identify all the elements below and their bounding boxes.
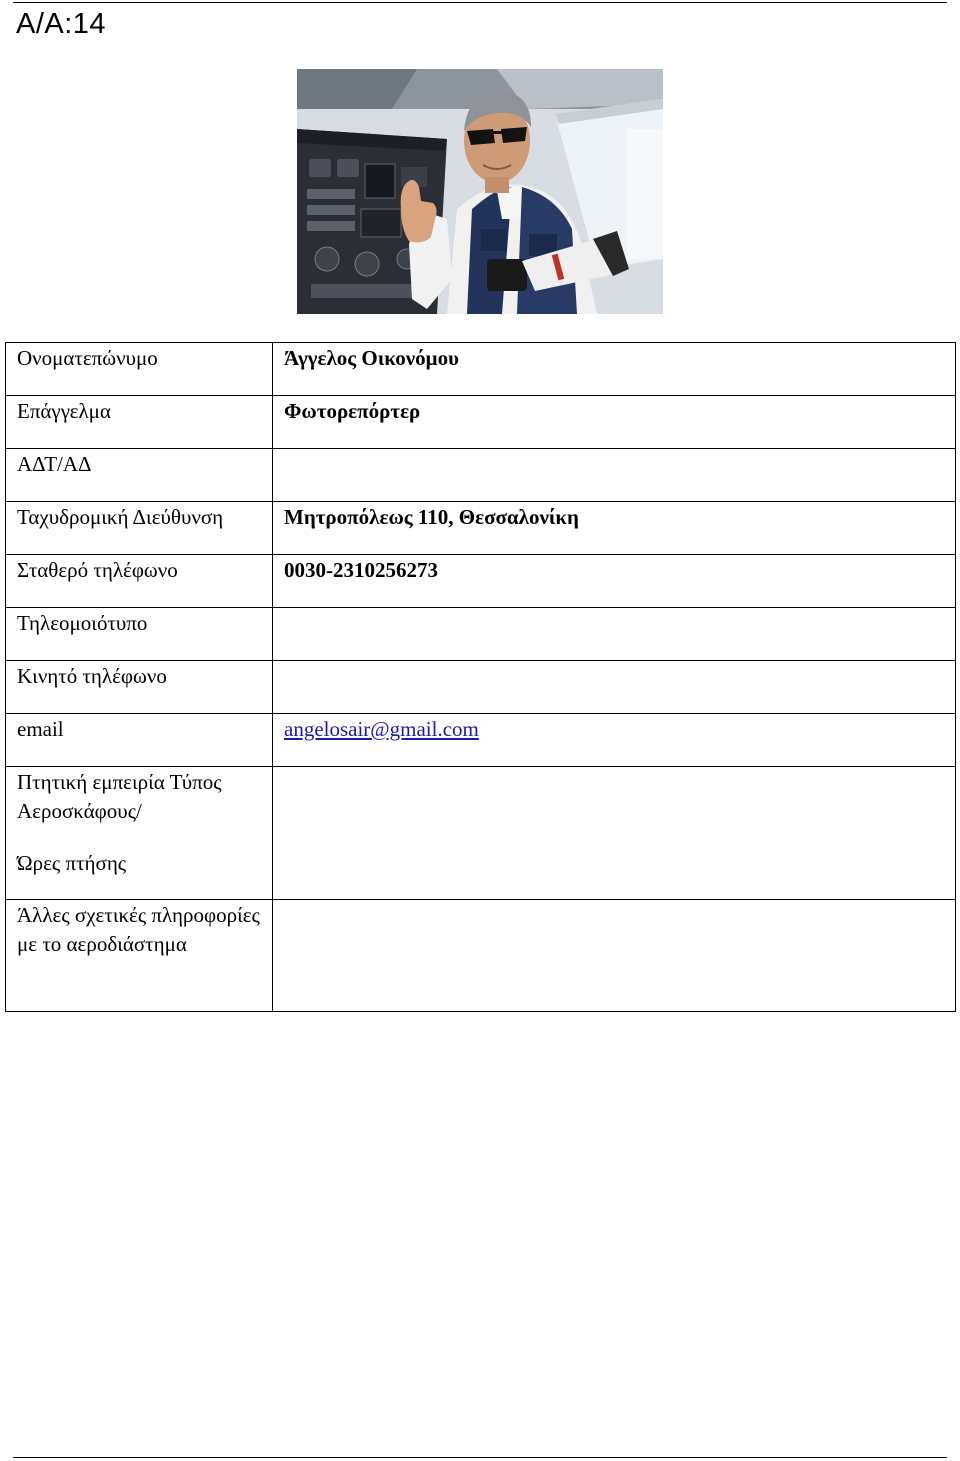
fax-value (273, 608, 956, 661)
flight-hours-label: Ώρες πτήσης (17, 851, 127, 875)
profession-label: Επάγγελμα (6, 396, 273, 449)
top-rule (13, 2, 947, 3)
mobile-label: Κινητό τηλέφωνο (6, 661, 273, 714)
postal-address-value: Μητροπόλεως 110, Θεσσαλονίκη (273, 502, 956, 555)
email-link[interactable]: angelosair@gmail.com (284, 717, 479, 741)
table-row (6, 900, 956, 1012)
table-row (6, 449, 956, 502)
full-name-label: Ονοματεπώνυμο (6, 343, 273, 396)
id-card-label: ΑΔΤ/ΑΔ (6, 449, 273, 502)
table-row (6, 555, 956, 608)
personal-info-table (5, 342, 956, 1012)
profile-photo (297, 69, 663, 314)
mobile-value (273, 661, 956, 714)
id-card-value (273, 449, 956, 502)
flight-experience-label: Πτητική εμπειρία Τύπος Αεροσκάφους/ Ώρες πτήσης (6, 767, 273, 900)
email-value (273, 714, 956, 767)
full-name-value: Άγγελος Οικονόμου (273, 343, 956, 396)
fax-label: Τηλεομοιότυπο (6, 608, 273, 661)
postal-address-label: Ταχυδρομική Διεύθυνση (6, 502, 273, 555)
bottom-rule (13, 1457, 947, 1458)
flight-experience-value (273, 767, 956, 900)
table-row (6, 343, 956, 396)
other-info-value (273, 900, 956, 1012)
table-row (6, 608, 956, 661)
table-row (6, 396, 956, 449)
profession-value: Φωτορεπόρτερ (273, 396, 956, 449)
landline-value: 0030-2310256273 (273, 555, 956, 608)
table-row (6, 714, 956, 767)
table-row (6, 767, 956, 900)
table-row (6, 502, 956, 555)
document-id: Α/Α:14 (16, 8, 107, 40)
table-row (6, 661, 956, 714)
email-label: email (6, 714, 273, 767)
other-info-label: Άλλες σχετικές πληροφορίες με το αεροδιάστημα (6, 900, 273, 1012)
landline-label: Σταθερό τηλέφωνο (6, 555, 273, 608)
